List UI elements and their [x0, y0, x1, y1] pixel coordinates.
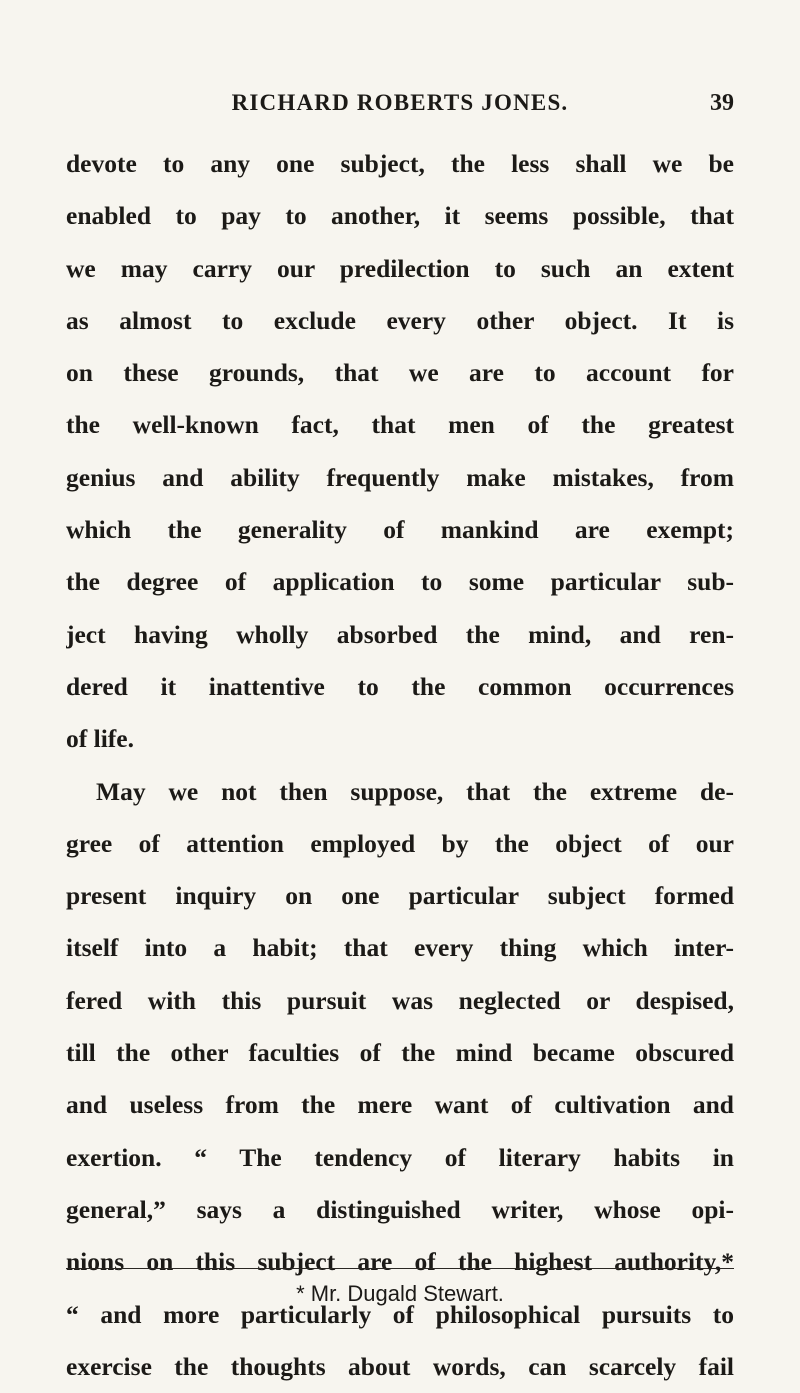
- running-title: RICHARD ROBERTS JONES.: [231, 90, 569, 115]
- text-line: the well-known fact, that men of the greatest: [66, 410, 734, 440]
- text-line: which the generality of mankind are exempt;: [66, 515, 734, 545]
- page-number: 39: [710, 90, 734, 116]
- text-line: exertion. “ The tendency of literary habits in: [66, 1142, 734, 1172]
- text-line: ject having wholly absorbed the mind, and ren-: [66, 619, 734, 649]
- text-line: “ and more particularly of philosophical pursuits to: [66, 1299, 734, 1329]
- text-line: nions on this subject are of the highest authority,*: [66, 1247, 734, 1277]
- body-text: [66, 138, 734, 1393]
- text-line: we may carry our predilection to such an extent: [66, 253, 734, 283]
- text-line: and useless from the mere want of cultivation and: [66, 1090, 734, 1120]
- text-line: general,” says a distinguished writer, whose opi-: [66, 1194, 734, 1224]
- text-line: gree of attention employed by the object of our: [66, 828, 734, 858]
- text-line: of life.: [66, 724, 134, 754]
- text-line: itself into a habit; that every thing which inter-: [66, 933, 734, 963]
- running-head: [66, 86, 734, 126]
- text-line: genius and ability frequently make mistakes, from: [66, 462, 734, 492]
- text-line: devote to any one subject, the less shall we be: [66, 149, 734, 178]
- paragraph-start-line: May we not then suppose, that the extreme de-: [96, 776, 734, 806]
- text-line: dered it inattentive to the common occurrences: [66, 671, 734, 701]
- text-line: fered with this pursuit was neglected or despised,: [66, 985, 734, 1015]
- text-line: the degree of application to some particular sub-: [66, 567, 734, 597]
- footnote: * Mr. Dugald Stewart.: [296, 1281, 504, 1306]
- text-line: as almost to exclude every other object. It is: [66, 305, 734, 335]
- text-line: till the other faculties of the mind became obscured: [66, 1038, 734, 1068]
- text-line: on these grounds, that we are to account for: [66, 358, 734, 388]
- text-line: exercise the thoughts about words, can scarcely fail: [66, 1351, 734, 1381]
- text-line: present inquiry on one particular subject formed: [66, 881, 734, 911]
- text-line: enabled to pay to another, it seems possible, that: [66, 201, 734, 231]
- footnote-divider: [66, 1268, 734, 1269]
